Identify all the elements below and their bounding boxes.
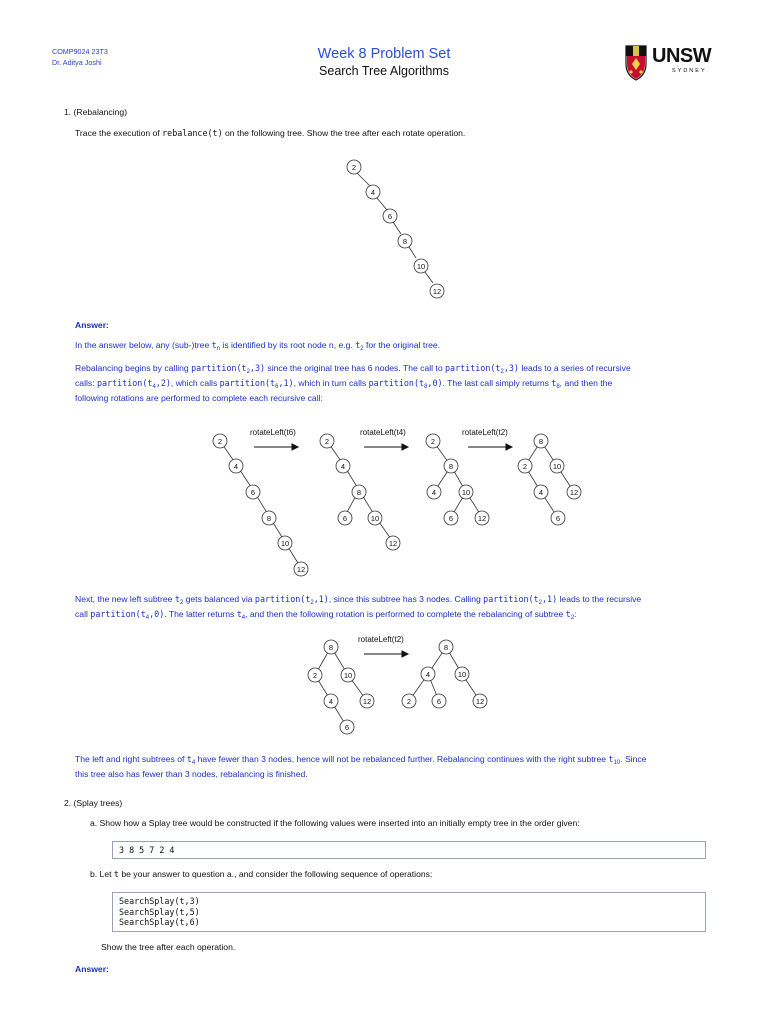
logo-subtext: SYDNEY bbox=[672, 68, 707, 74]
tree-node-label: 2 bbox=[324, 437, 330, 446]
question-1-label: 1. (Rebalancing) bbox=[64, 107, 128, 117]
tree-node-label: 8 bbox=[443, 643, 449, 652]
rotation-label: rotateLeft(t6) bbox=[250, 428, 296, 437]
tree-node-label: 10 bbox=[461, 488, 471, 497]
rotation-sequence-diagram bbox=[200, 422, 600, 584]
tree-node-label: 2 bbox=[430, 437, 436, 446]
tree-node-label: 10 bbox=[457, 670, 467, 679]
operation-line: SearchSplay(t,6) bbox=[119, 917, 200, 927]
tree-node-label: 4 bbox=[431, 488, 437, 497]
rotation-t2-diagram bbox=[300, 630, 500, 740]
operation-line: SearchSplay(t,5) bbox=[119, 906, 200, 917]
answer-1-label: Answer: bbox=[75, 320, 109, 330]
answer-1-paragraph-3: Next, the new left subtree $t_2$ gets balanced via $partition(t_2,1)$, since this subtree has 3 nodes. Calling $partition(t_2,1)$ leads to the recursive call $partition(t_4,0)$. The latter returns $t_4$, and then the following rotation is performed to complete the rebalancing of subtree $t_2$: bbox=[75, 594, 642, 621]
tree-node-label: 8 bbox=[266, 514, 272, 523]
tree-node-label: 12 bbox=[569, 488, 579, 497]
question-2-label: 2. (Splay trees) bbox=[64, 798, 123, 808]
tree-node-label: 6 bbox=[250, 488, 256, 497]
tree-node-label: 10 bbox=[552, 462, 562, 471]
question-2b-text: b. Let t be your answer to question a., and consider the following sequence of operations: bbox=[90, 869, 433, 879]
intro-text-end: on the following tree. Show the tree after each rotate operation. bbox=[222, 128, 466, 138]
tree-node-label: 2 bbox=[217, 437, 223, 446]
arrow-icon bbox=[364, 651, 408, 657]
page-title: Week 8 Problem Set bbox=[317, 46, 451, 62]
tree-node-label: 6 bbox=[555, 514, 561, 523]
question-1-intro bbox=[75, 126, 725, 141]
original-tree-diagram bbox=[340, 152, 450, 304]
course-info bbox=[52, 46, 108, 68]
rotation-label: rotateLeft(t4) bbox=[360, 428, 406, 437]
tree-node-label: 12 bbox=[362, 697, 372, 706]
question-2b-codebox bbox=[112, 892, 706, 932]
course-code: COMP9024 23T3 bbox=[52, 47, 108, 56]
tree-node-label: 8 bbox=[328, 643, 334, 652]
intro-text: Trace the execution of bbox=[75, 128, 163, 138]
rotation-label: rotateLeft(t2) bbox=[462, 428, 508, 437]
tree-node-label: 2 bbox=[522, 462, 528, 471]
tree-node-label: 8 bbox=[448, 462, 454, 471]
tree-node-label: 10 bbox=[416, 262, 426, 271]
tree-node-label: 8 bbox=[538, 437, 544, 446]
tree-node-label: 4 bbox=[538, 488, 544, 497]
lecturer-name: Dr. Aditya Joshi bbox=[52, 58, 102, 67]
insert-sequence-code: 3 8 5 7 2 4 bbox=[119, 845, 175, 855]
tree-node-label: 10 bbox=[280, 539, 290, 548]
intro-code: rebalance(t) bbox=[162, 128, 223, 138]
tree-node-label: 4 bbox=[233, 462, 239, 471]
tree-node-label: 4 bbox=[328, 697, 334, 706]
tree-node-label: 6 bbox=[436, 697, 442, 706]
question-2-show-text: Show the tree after each operation. bbox=[101, 942, 236, 952]
tree-node-label: 6 bbox=[342, 514, 348, 523]
answer-2-label: Answer: bbox=[75, 964, 109, 974]
answer-1-paragraph-4: The left and right subtrees of $t_4$ have fewer than 3 nodes, hence will not be rebalanced further. Rebalancing continues with the right subtree $t_{10}$. Since this tree also has fewer than 3 nodes, rebalancing is finished. bbox=[75, 754, 647, 779]
logo-text: UNSW bbox=[652, 45, 712, 67]
tree-node-label: 2 bbox=[351, 163, 357, 172]
tree-node-label: 8 bbox=[402, 237, 408, 246]
question-2a-codebox bbox=[112, 841, 706, 859]
tree-node-label: 4 bbox=[425, 670, 431, 679]
rotation-label: rotateLeft(t2) bbox=[358, 635, 404, 644]
answer-1-paragraph-2: Rebalancing begins by calling $partition(t_2,3)$ since the original tree has 6 nodes. The call to $partition(t_2,3)$ leads to a series of recursive calls: $partition(t_4,2)$, which calls $partition(t_6,1)$, which in turn calls $partition(t_8,0)$. The last call simply returns $t_8$, and then the following rotations are performed to complete each recursive call: bbox=[75, 363, 631, 403]
tree-node-label: 4 bbox=[370, 188, 376, 197]
page-title-block bbox=[250, 46, 518, 80]
tree-node-label: 12 bbox=[477, 514, 487, 523]
tree-node-label: 10 bbox=[343, 671, 353, 680]
operation-line: SearchSplay(t,3) bbox=[119, 896, 200, 906]
tree-node-label: 6 bbox=[344, 723, 350, 732]
tree-node-label: 12 bbox=[296, 565, 306, 574]
tree-node-label: 8 bbox=[356, 488, 362, 497]
tree-node-label: 12 bbox=[432, 287, 442, 296]
answer-1-paragraph-1: In the answer below, any (sub-)tree $t_n$ is identified by its root node n, e.g. $t_2$ for the original tree. bbox=[75, 340, 441, 352]
tree-node-label: 2 bbox=[312, 671, 318, 680]
arrow-icon bbox=[254, 444, 512, 450]
tree-node-label: 12 bbox=[475, 697, 485, 706]
page-subtitle: Search Tree Algorithms bbox=[319, 64, 449, 78]
tree-node-label: 4 bbox=[340, 462, 346, 471]
tree-node-label: 6 bbox=[448, 514, 454, 523]
tree-node-label: 12 bbox=[388, 539, 398, 548]
tree-node-label: 10 bbox=[370, 514, 380, 523]
question-2a-text: a. Show how a Splay tree would be constructed if the following values were inserted into an initially empty tree in the order given: bbox=[90, 818, 580, 828]
unsw-logo bbox=[624, 42, 724, 82]
tree-node-label: 6 bbox=[387, 212, 393, 221]
tree-node-label: 2 bbox=[406, 697, 412, 706]
